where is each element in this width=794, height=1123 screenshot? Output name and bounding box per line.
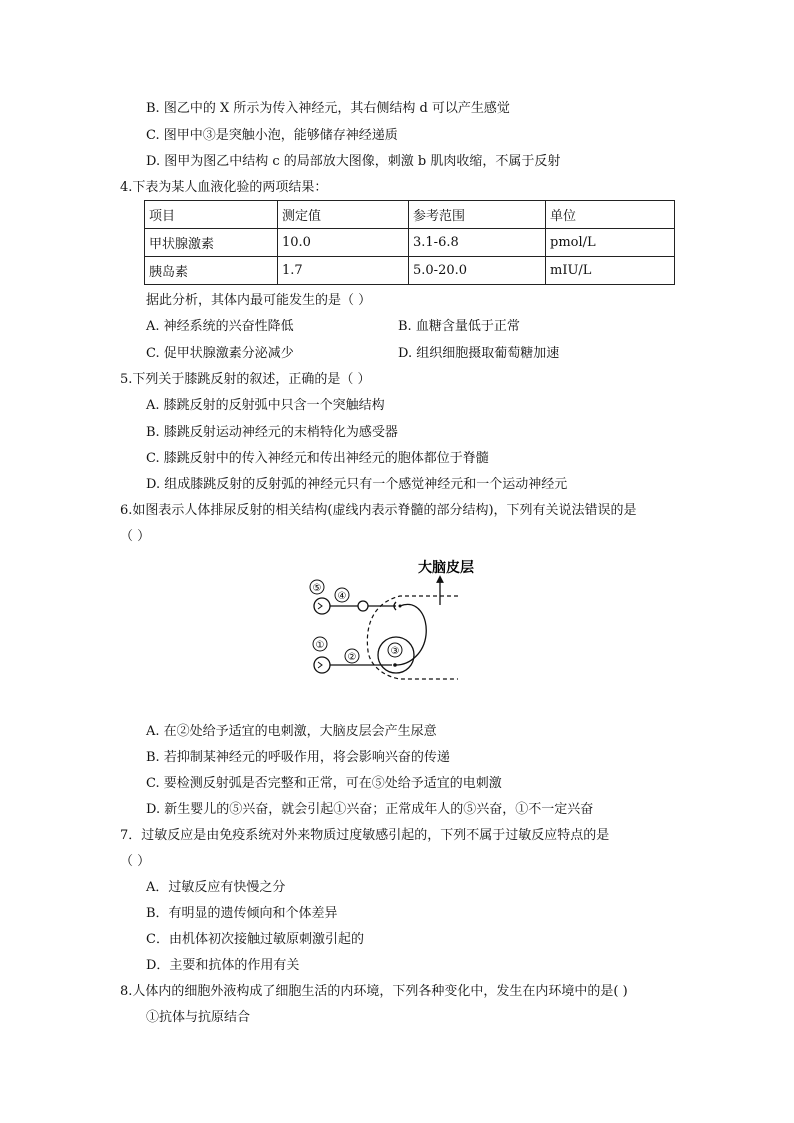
table-row bbox=[145, 229, 675, 257]
q4-option-b: B. 血糖含量低于正常 bbox=[398, 319, 520, 334]
marker-2: ② bbox=[347, 652, 357, 663]
q7-stem: 7．过敏反应是由免疫系统对外来物质过度敏感引起的，下列不属于过敏反应特点的是 bbox=[120, 828, 610, 843]
q7-option-a: A．过敏反应有快慢之分 bbox=[146, 880, 286, 895]
q7-option-d: D．主要和抗体的作用有关 bbox=[146, 958, 300, 973]
q3-option-d: D. 图甲为图乙中结构 c 的局部放大图像，刺激 b 肌肉收缩，不属于反射 bbox=[146, 154, 561, 169]
marker-5: ⑤ bbox=[312, 583, 322, 594]
brain-cortex-label: 大脑皮层 bbox=[418, 560, 474, 576]
table-cell: 甲状腺激素 bbox=[145, 229, 278, 257]
q6-option-a: A. 在②处给予适宜的电刺激，大脑皮层会产生尿意 bbox=[146, 724, 437, 739]
marker-3: ③ bbox=[390, 646, 400, 657]
q4-option-a: A. 神经系统的兴奋性降低 bbox=[146, 319, 294, 334]
table-cell: 胰岛素 bbox=[145, 257, 278, 285]
q5-option-a: A. 膝跳反射的反射弧中只含一个突触结构 bbox=[146, 398, 385, 413]
descending-loop bbox=[396, 604, 426, 665]
q5-option-b: B. 膝跳反射运动神经元的末梢特化为感受器 bbox=[146, 425, 398, 440]
q6-option-d: D. 新生婴儿的⑤兴奋，就会引起①兴奋；正常成年人的⑤兴奋，①不一定兴奋 bbox=[146, 802, 594, 817]
q6-stem: 6.如图表示人体排尿反射的相关结构(虚线内表示脊髓的部分结构)，下列有关说法错误的是 bbox=[120, 503, 637, 518]
q6-paren: （ ） bbox=[120, 529, 151, 544]
neuron-body-upper bbox=[358, 601, 368, 611]
q3-option-c: C. 图甲中③是突触小泡，能够储存神经递质 bbox=[146, 128, 398, 143]
marker-1: ① bbox=[315, 640, 325, 651]
q6-option-b: B. 若抑制某神经元的呼吸作用，将会影响兴奋的传递 bbox=[146, 750, 450, 765]
spinal-cord-dashed-outline bbox=[367, 596, 458, 679]
table-header-row bbox=[145, 201, 675, 229]
table-row bbox=[145, 257, 675, 285]
q7-option-c: C．由机体初次接触过敏原刺激引起的 bbox=[146, 932, 364, 947]
q5-option-d: D. 组成膝跳反射的反射弧的神经元只有一个感觉神经元和一个运动神经元 bbox=[146, 477, 568, 492]
table-cell: 1.7 bbox=[278, 257, 409, 285]
q4-option-d: D. 组织细胞摄取葡萄糖加速 bbox=[398, 346, 560, 361]
table-header-cell: 单位 bbox=[546, 201, 675, 229]
table-header-cell: 项目 bbox=[145, 201, 278, 229]
table-header-cell: 测定值 bbox=[278, 201, 409, 229]
q7-paren: （ ） bbox=[120, 854, 151, 869]
table-cell: 10.0 bbox=[278, 229, 409, 257]
q6-option-c: C. 要检测反射弧是否完整和正常，可在⑤处给予适宜的电刺激 bbox=[146, 776, 502, 791]
q3-option-b: B. 图乙中的 X 所示为传入神经元，其右侧结构 d 可以产生感觉 bbox=[146, 101, 510, 116]
blood-test-table bbox=[144, 200, 675, 285]
table-cell: pmol/L bbox=[546, 229, 675, 257]
q8-item-1: ①抗体与抗原结合 bbox=[146, 1010, 251, 1025]
urination-reflex-diagram bbox=[300, 555, 490, 695]
q7-option-b: B．有明显的遗传倾向和个体差异 bbox=[146, 906, 338, 921]
q8-stem: 8.人体内的细胞外液构成了细胞生活的内环境，下列各种变化中，发生在内环境中的是( ) bbox=[120, 984, 628, 999]
q4-question: 据此分析，其体内最可能发生的是（ ） bbox=[146, 293, 372, 308]
q4-option-c: C. 促甲状腺激素分泌减少 bbox=[146, 346, 294, 361]
table-cell: mIU/L bbox=[546, 257, 675, 285]
q5-option-c: C. 膝跳反射中的传入神经元和传出神经元的胞体都位于脊髓 bbox=[146, 451, 489, 466]
table-cell: 3.1-6.8 bbox=[409, 229, 546, 257]
table-header-cell: 参考范围 bbox=[409, 201, 546, 229]
table-cell: 5.0-20.0 bbox=[409, 257, 546, 285]
marker-4: ④ bbox=[337, 591, 347, 602]
q5-stem: 5.下列关于膝跳反射的叙述，正确的是（ ） bbox=[120, 372, 371, 387]
q4-stem: 4.下表为某人血液化验的两项结果： bbox=[120, 180, 328, 195]
